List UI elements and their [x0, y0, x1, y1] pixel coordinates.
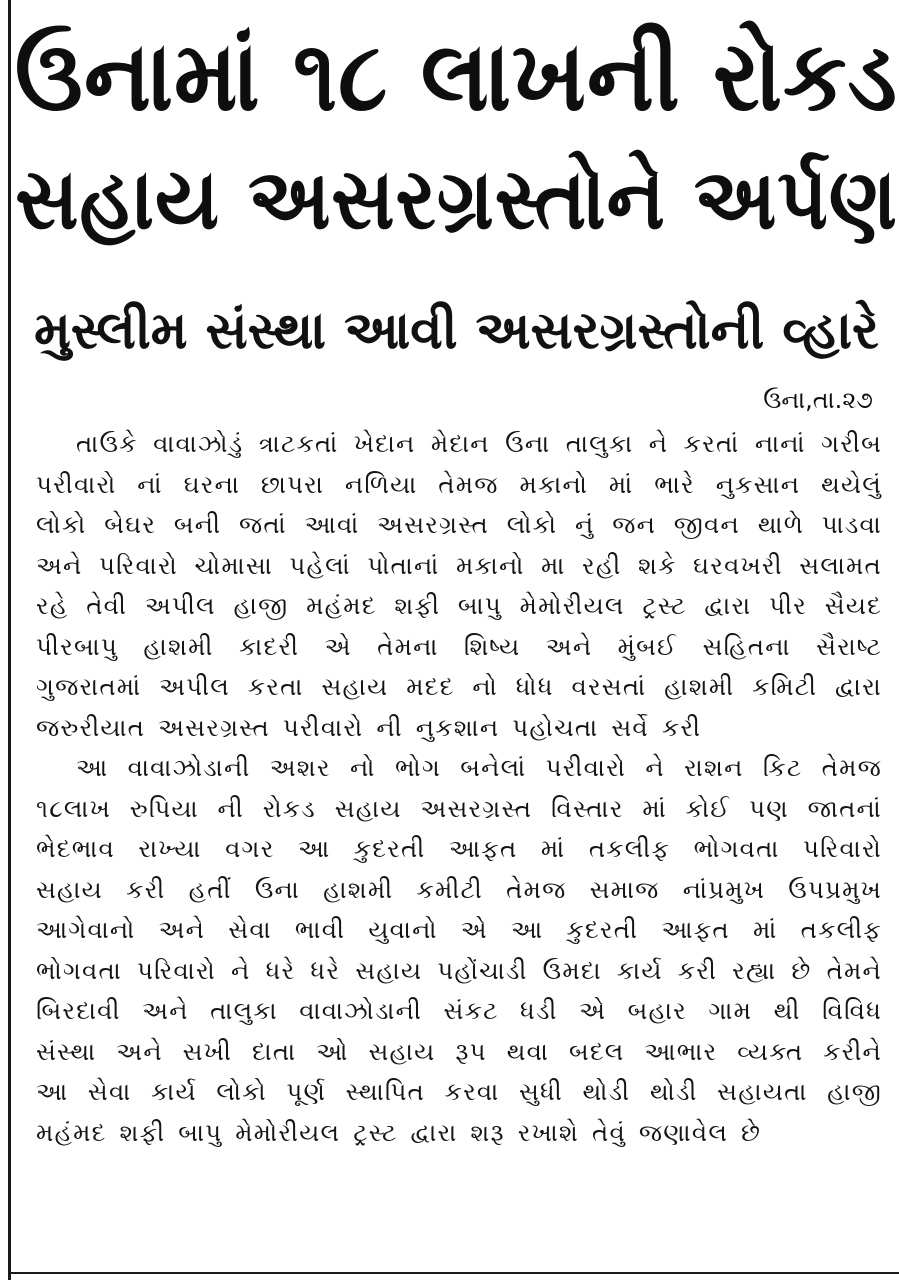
column-rule-left [8, 0, 11, 1280]
body-line: બિરદાવી અને તાલુકા વાવાઝોડાની સંકટ ધડી એ બહાર ગામ થી વિવિધ [36, 996, 882, 1025]
body-line: આગેવાનો અને સેવા ભાવી યુવાનો એ આ કુદરતી આફત માં તકલીફ [36, 915, 882, 944]
body-line: ગુજરાતમાં અપીલ કરતા સહાય મદદ નો ધોધ વરસતાં હાશમી કમિટી દ્વારા [36, 672, 882, 701]
body-line: સંસ્થા અને સખી દાતા ઓ સહાય રૂપ થવા બદલ આભાર વ્યક્ત કરીને [36, 1036, 882, 1066]
body-line: આ સેવા કાર્ય લોકો પૂર્ણ સ્થાપિત કરવા સુધી થોડી થોડી સહાયતા હાજી [36, 1077, 882, 1106]
headline-line-1: ઉનામાં ૧૮ લાખની રોકડ [14, 19, 899, 134]
body-line: સહાય કરી હતીં ઉના હાશમી કમીટી તેમજ સમાજ નાંપ્રમુખ ઉપપ્રમુખ [36, 874, 882, 904]
body-line: ભોગવતા પરિવારો ને ધરે ધરે સહાય પહોંચાડી ઉમદા કાર્ય કરી રહ્યા છે તેમને [36, 955, 882, 985]
body-line: જરુરીયાત અસરગ્રસ્ત પરીવારો ની નુકશાન પહોચતા સર્વે કરી [36, 712, 702, 742]
body-line: ૧૮લાખ રુપિયા ની રોકડ સહાય અસરગ્રસ્ત વિસ્તાર માં કોઈ પણ જાતનાં [36, 793, 882, 823]
body-line: ભેદભાવ રાખ્યા વગર આ કુદરતી આફત માં તકલીફ ભોગવતા પરિવારો [36, 834, 882, 863]
article-body [36, 424, 882, 1153]
dateline: ઉના,તા.૨૭ [763, 386, 873, 414]
paragraph-1 [36, 424, 882, 748]
subheadline: મુસ્લીમ સંસ્થા આવી અસરગ્રસ્તોની વ્હારે [34, 301, 879, 361]
news-article [14, 0, 899, 1274]
body-line: આ વાવાઝોડાની અશર નો ભોગ બનેલાં પરીવારો ને રાશન કિટ તેમજ [76, 753, 882, 782]
body-line: રહે તેવી અપીલ હાજી મહંમદ શફી બાપુ મેમોરીયલ ટ્રસ્ટ દ્વારા પીર સૈયદ [36, 591, 882, 620]
headline-line-2: સહાય અસરગ્રસ્તોને અર્પણ [15, 151, 898, 249]
body-line: લોકો બેઘર બની જતાં આવાં અસરગ્રસ્ત લોકો નું જન જીવન થાળે પાડવા [36, 510, 882, 539]
body-line: તાઉકે વાવાઝોડું ત્રાટકતાં ખેદાન મેદાન ઉના તાલુકા ને કરતાં નાનાં ગરીબ [76, 429, 882, 458]
body-line: અને પરિવારો ચોમાસા પહેલાં પોતાનાં મકાનો મા રહી શકે ઘરવખરી સલામત [36, 550, 882, 580]
body-line: પીરબાપુ હાશમી કાદરી એ તેમના શિષ્ય અને મુંબઈ સહિતના સૈરાષ્ટ [36, 631, 882, 661]
paragraph-2 [36, 748, 882, 1153]
body-line: પરીવારો નાં ઘરના છાપરા નળિયા તેમજ મકાનો માં ભારે નુકસાન થયેલું [36, 469, 882, 499]
body-line: મહંમદ શફી બાપુ મેમોરીયલ ટ્રસ્ટ દ્વારા શરૂ રખાશે તેવું જણાવેલ છે [36, 1117, 762, 1147]
